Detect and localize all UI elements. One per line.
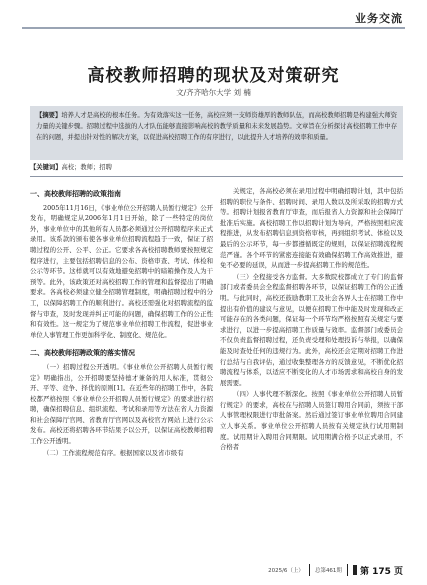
section-heading-1: 一、高校教师招聘的政策指南 <box>30 190 121 198</box>
keywords-line <box>30 162 403 171</box>
footer-divider <box>309 564 310 576</box>
paragraph: 关规定，各高校必须在录用过程中明确招聘计划，其中包括招聘的职位与条件、招聘时间、录用人数以及所采取的招聘方式等。招聘计划报省教育厅审查，而后报省人力资源和社会保障厅批准后实施。高校招聘工作以招聘计划为导向，严格按照相应流程推进，从发布招聘信息到资格审核，再到组织考试、体检以及最后的公示环节，每一步都遵循既定的规则，以保证招聘流程规范严谨。各个环节的紧密连接能有效确保招聘工作高效推进，避免不必要的延误，从而进一步提高招聘工作的规范性。 <box>220 187 403 270</box>
keywords-text: 高校；教师；招聘 <box>61 164 112 171</box>
paragraph: （四）人事代理不断深化。按照《事业单位公开招聘人员暂行规定》的要求，高校在与招聘人员签订聘用合同前，须按干部人事管理权限进行审批备案。然后通过签订事业单位聘用合同建立人事关系。事业单位公开招聘人员按有关规定执行试用期制度。试用期计入聘用合同期限。试用期满合格予以正式录用，不合格者 <box>220 390 403 452</box>
section-heading-2: 二、高校教师招聘政策的落实情况 <box>30 349 135 358</box>
paragraph: 2005年11月16日，《事业单位公开招聘人员暂行规定》公开发布，明确规定从2006年1月1日开始，除了一些特定的岗位外，事业单位中的其他所有人员都必须通过公开招聘程序来正式录用。该系款的颁布使各事业单位招聘流程趋于一致，保证了招聘过程的公开、公平、公正。它要求各高校招聘教师要按照规定程序进行，主要包括招聘信息的公布、资格审查、考试、体检和公示等环节。这样就可以有效地避免招聘中的暗箱操作及人为干预等。此外，该政策还对高校招聘工作的管理和监督提出了明确要求。各高校必须建立健全招聘管理制度，明确招聘过程中的分工，以保障招聘工作的顺利进行。高校还需强化对招聘流程的监督与审查，及时发现并纠正可能的问题，确保招聘工作的公正性和有效性。这一规定为了规范事业单位招聘工作流程，促进事业单位人事管理工作更加科学化、制度化、规范化。 <box>30 203 213 339</box>
header-rule <box>22 27 405 29</box>
paragraph: （一）招聘过程公开透明。《事业单位公开招聘人员暂行规定》明确指出，公开招聘要坚持德才兼备的用人标准，贯彻公开、平等、竞争、择优的原则[1]。在近些年的招聘工作中，各院校都严格按照《事业单位公开招聘人员暂行规定》的要求进行招聘，确保招聘信息、组织流程、考试和录用等方法在省人力资源和社会保障厅官网、省教育厅官网以及高校官方网站上进行公示发布。高校还将招聘各环节结果予以公开，以保证高校教师招聘工作公开透明。 <box>30 362 213 446</box>
keywords-label: 【关键词】 <box>30 164 62 171</box>
abstract-label: 【摘要】 <box>36 112 62 119</box>
right-column <box>220 186 403 454</box>
article-author: 文/齐齐哈尔大学 刘 楠 <box>176 88 251 97</box>
page-number-marker <box>353 565 357 575</box>
footer-journal: 总第461期 <box>314 568 342 574</box>
page-number: 第 175 页 <box>359 566 403 577</box>
keywords-rule <box>30 176 403 177</box>
page-footer <box>268 562 403 578</box>
abstract-box <box>30 106 403 160</box>
section-tag: 业务交流 <box>355 12 403 25</box>
footer-divider <box>347 564 348 576</box>
article-title: 高校教师招聘的现状及对策研究 <box>87 66 340 86</box>
paragraph: （三）全程接受各方监督。大多数院校都成立了专门的监督部门或者委员会全程监督招聘各环节，以保证招聘工作的公正透明。与此同时，高校还鼓励教职工及社会各界人士在招聘工作中提出有价值的建议与意见，以便在招聘工作中能及时发现和改正可能存在的各类问题，保证每一个环节均严格按照有关规定与要求进行，以进一步提高招聘工作质量与效率。监督部门或委员会不仅负责监督招聘过程，还负责受理和处理投诉与举报，以确保能及时查处任何的违规行为。此外，高校还会定期对招聘工作进行总结与自我评估，通过收集整理各方的反馈意见，不断优化招聘流程与体系，以适应不断变化的人才市场需求和高校自身的发展需要。 <box>220 272 403 387</box>
left-column <box>30 186 213 459</box>
paragraph: （二）工作流程规范有序。根据国家以及省市级有 <box>43 448 184 457</box>
abstract-text: 培养人才是高校的根本任务。为有效落实这一任务，高校应须一支师资雄厚的教师队伍，而高校教师招聘是构建强大师资力量的关键步骤。招聘过程中选拔的人才队伍能够直接影响高校的教学质量和未来发展趋势。文章旨在分析探讨高校招聘工作中存在的问题，并提出针对性的解决方案，以促进高校招聘工作的有序进行，以此提升人才培养的效率和质量。 <box>36 112 398 141</box>
footer-issue: 2025/6（上） <box>268 568 304 574</box>
